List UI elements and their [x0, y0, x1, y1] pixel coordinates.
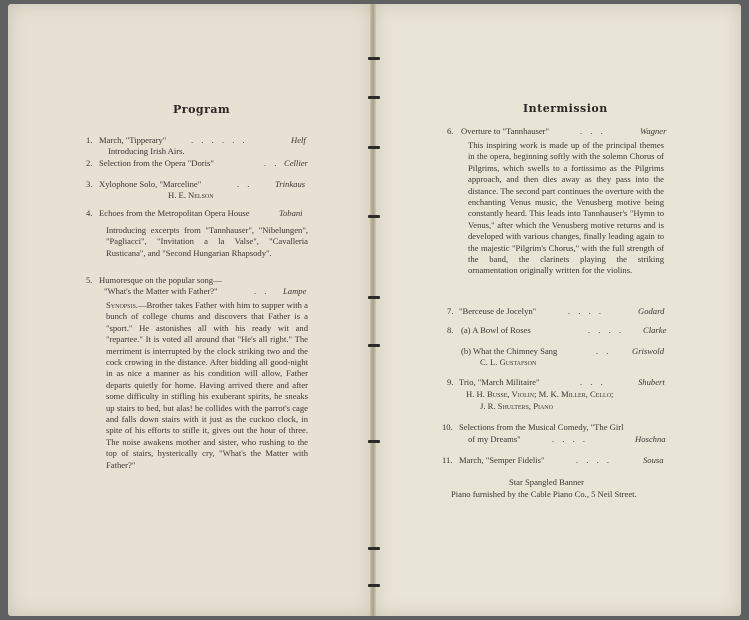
item-title-continued: "What's the Matter with Father?"	[104, 286, 218, 296]
item-composer: Clarke	[643, 325, 667, 335]
binding-stitch	[368, 296, 380, 299]
item-title: March, "Tipperary"	[99, 135, 167, 145]
item-composer: Helf	[291, 135, 306, 145]
right-page	[374, 4, 741, 616]
item-composer: Cellier	[284, 158, 308, 168]
item-composer: Wagner	[640, 126, 667, 136]
item-number: 9.	[447, 377, 454, 387]
item-description: Introducing excerpts from "Tannhauser", "Nibelungen", "Pagliacci", "Invitation a la Valse", "Cavalleria Rusticana", and "Second Hungarian Rhapsody".	[106, 225, 308, 258]
binding-stitch	[368, 584, 380, 587]
item-number: 8.	[447, 325, 454, 335]
item-number: 5.	[86, 275, 93, 285]
leader-dots: . . . .	[552, 434, 589, 444]
item-composer: Griswold	[632, 346, 664, 356]
leader-dots: . . .	[580, 377, 606, 387]
item-composer: Lampe	[283, 286, 307, 296]
item-composer: Hoschna	[635, 434, 666, 444]
item-title: Humoresque on the popular song—	[99, 275, 222, 285]
item-composer: Tobani	[279, 208, 303, 218]
leader-dots: . .	[254, 286, 270, 296]
item-subtitle: Introducing Irish Airs.	[108, 146, 185, 156]
leader-dots: . . . .	[568, 306, 605, 316]
item-title: (b) What the Chimney Sang	[461, 346, 558, 356]
item-composer: Trinkaus	[275, 179, 306, 189]
leader-dots: . . . .	[588, 325, 625, 335]
item-title: Trio, "March Militaire"	[459, 377, 540, 387]
item-number: 7.	[447, 306, 454, 316]
binding-stitch	[368, 96, 380, 99]
item-number: 6.	[447, 126, 454, 136]
item-title: March, "Semper Fidelis"	[459, 455, 545, 465]
item-number: 3.	[86, 179, 93, 189]
item-title: (a) A Bowl of Roses	[461, 325, 531, 335]
item-number: 11.	[442, 455, 453, 465]
binding-stitch	[368, 344, 380, 347]
item-title: "Berceuse de Jocelyn"	[459, 306, 537, 316]
piano-credit: Piano furnished by the Cable Piano Co., 5 Neil Street.	[451, 489, 637, 499]
item-title: Xylophone Solo, "Marceline"	[99, 179, 202, 189]
leader-dots: . . . . . .	[191, 135, 248, 145]
binding-stitch	[368, 547, 380, 550]
leader-dots: . .	[264, 158, 280, 168]
leader-dots: . . . .	[576, 455, 613, 465]
item-description: This inspiring work is made up of the principal themes in the opera, beginning softly with the solemn Chorus of Pilgrims, which swells to a fortissimo as the Pilgrims approach, and then dies away as they pass into the distance. The second part continues the overture with the enchanting Venus music, the Venusberg motive being constantly heard. This leads into Tannhauser's "Hymn to Venus," after which the Venusberg motive returns and is developed with various changes, finally leading again to the majestic "Pilgrim's Chorus," with the full strength of the band, the clarinets playing the striking ornamentation originally written for the violins.	[468, 140, 664, 276]
item-number: 1.	[86, 135, 93, 145]
item-number: 4.	[86, 208, 93, 218]
page-heading: Program	[173, 103, 231, 116]
binding-stitch	[368, 57, 380, 60]
item-composer: Sousa	[643, 455, 664, 465]
item-synopsis	[106, 300, 308, 471]
item-number: 10.	[442, 422, 453, 432]
item-performers: H. H. Busse, Violin; M. K. Miller, Cello;	[466, 389, 614, 399]
binding-stitch	[368, 215, 380, 218]
leader-dots: . . .	[580, 126, 606, 136]
item-title: Overture to "Tannhauser"	[461, 126, 550, 136]
binding-stitch	[368, 146, 380, 149]
item-title: Selection from the Opera "Doris"	[99, 158, 214, 168]
closing-anthem: Star Spangled Banner	[509, 477, 584, 487]
synopsis-label: Synopsis.	[106, 300, 138, 310]
synopsis-text: —Brother takes Father with him to supper with a bunch of college chums and discovers that Father is a "sport." He astonishes all with his ready wit and "repartee." It is voted all around that "He's all right." The merriment is interrupted by the clock striking two and the cock crowing in the distance. After bidding all good-night in as nice a manner as his condition will allow, Father departs quietly for home. Having arrived there and after some difficulty in stifling his exuberant spirits, he sneaks up stairs to bed, but alas! he collides with the parrot's cage and falls down stairs with it just as the cuckoo clock, in spite of his efforts to stifle it, gives out the hour of three. The noise awakens mother and sister, who rushing to the top of stairs, hysterically cry, "What's the Matter with Father?"	[106, 300, 308, 470]
leader-dots: . .	[237, 179, 253, 189]
page-heading: Intermission	[523, 102, 608, 115]
item-title-continued: of my Dreams"	[468, 434, 521, 444]
binding-stitch	[368, 440, 380, 443]
item-composer: Godard	[638, 306, 665, 316]
item-title: Selections from the Musical Comedy, "The Girl	[459, 422, 624, 432]
item-title: Echoes from the Metropolitan Opera House	[99, 208, 250, 218]
item-composer: Shubert	[638, 377, 665, 387]
item-performer: C. L. Gustafson	[480, 357, 537, 367]
leader-dots: . .	[596, 346, 612, 356]
item-performer: H. E. Nelson	[168, 190, 214, 200]
item-performers: J. R. Shulters, Piano	[480, 401, 553, 411]
item-number: 2.	[86, 158, 93, 168]
